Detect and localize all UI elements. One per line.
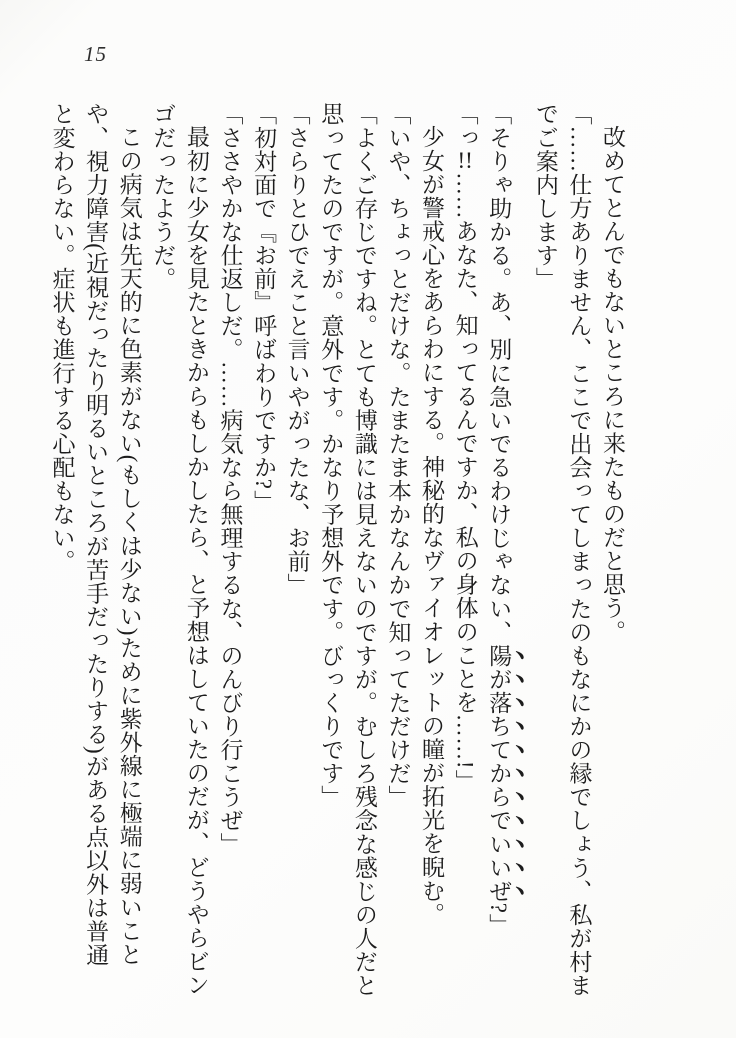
emphasized-text: 陽が落ちてからでいいぜ [486, 643, 512, 903]
text-line [146, 102, 180, 1014]
text-segment: 最初に少女を見たときからもしかしたら、と予想はしていたのだが、どうやらビン [183, 125, 209, 997]
tatechuyoko-text: !! [457, 149, 473, 173]
text-segment: 少女が警戒心をあらわにする。神秘的なヴァイオレットの瞳が拓光を睨む。 [419, 125, 445, 926]
text-line [448, 102, 482, 1014]
text-segment: この病気は先天的に色素がない(もしくは少ない)ために紫外線に極端に弱いこと [116, 125, 142, 966]
text-segment: 「初対面で『お前』呼ばわりですか?」 [251, 102, 277, 514]
text-segment: 改めてとんでもないところに来たものだと思う。 [600, 125, 625, 644]
text-line [528, 102, 562, 1014]
text-segment: 「っ [452, 102, 478, 150]
text-line [595, 102, 629, 1014]
text-line [179, 102, 213, 1014]
text-line [213, 102, 247, 1014]
text-segment: でご案内します」 [532, 102, 558, 291]
page-number: 15 [84, 42, 107, 66]
text-segment: 「よくご存じですね。とても博識には見えないのですが。むしろ残念な感じの人だと [351, 102, 377, 997]
text-segment: ……あなた、知ってるんですか、私の身体のことを……!」 [452, 172, 478, 793]
text-line [45, 102, 79, 1014]
text-segment: 「……仕方ありません、ここで出会ってしまったのもなにかの縁でしょう、私が村ま [566, 102, 592, 997]
text-segment: ゴだったようだ。 [150, 102, 176, 291]
text-line [414, 102, 448, 1014]
text-line [482, 102, 529, 1014]
text-line [79, 102, 113, 1014]
text-segment: 「いや、ちょっとだけな。たまたま本かなんかで知ってただけだ」 [385, 102, 411, 809]
text-segment: ?」 [486, 902, 512, 938]
text-segment: や、視力障害(近視だったり明るいところが苦手だったりする)がある点以外は普通 [83, 102, 109, 967]
text-segment: 「ささやかな仕返しだ。……病気なら無理するな、のんびり行こうぜ」 [217, 102, 243, 856]
text-segment: 「さらりとひでえこと言いやがったな、お前」 [284, 102, 310, 597]
text-line [562, 102, 596, 1014]
text-line [314, 102, 348, 1014]
text-line [381, 102, 415, 1014]
text-segment: 「そりゃ助かる。あ、別に急いでるわけじゃない、 [486, 102, 512, 644]
vertical-text-block [45, 102, 629, 1014]
text-line [246, 102, 280, 1014]
text-line [280, 102, 314, 1014]
text-line [347, 102, 381, 1014]
text-segment: 思ってたのですが。意外です。かなり予想外です。びっくりです」 [318, 102, 344, 809]
text-segment: と変わらない。症状も進行する心配もない。 [49, 102, 75, 573]
text-line [112, 102, 146, 1014]
